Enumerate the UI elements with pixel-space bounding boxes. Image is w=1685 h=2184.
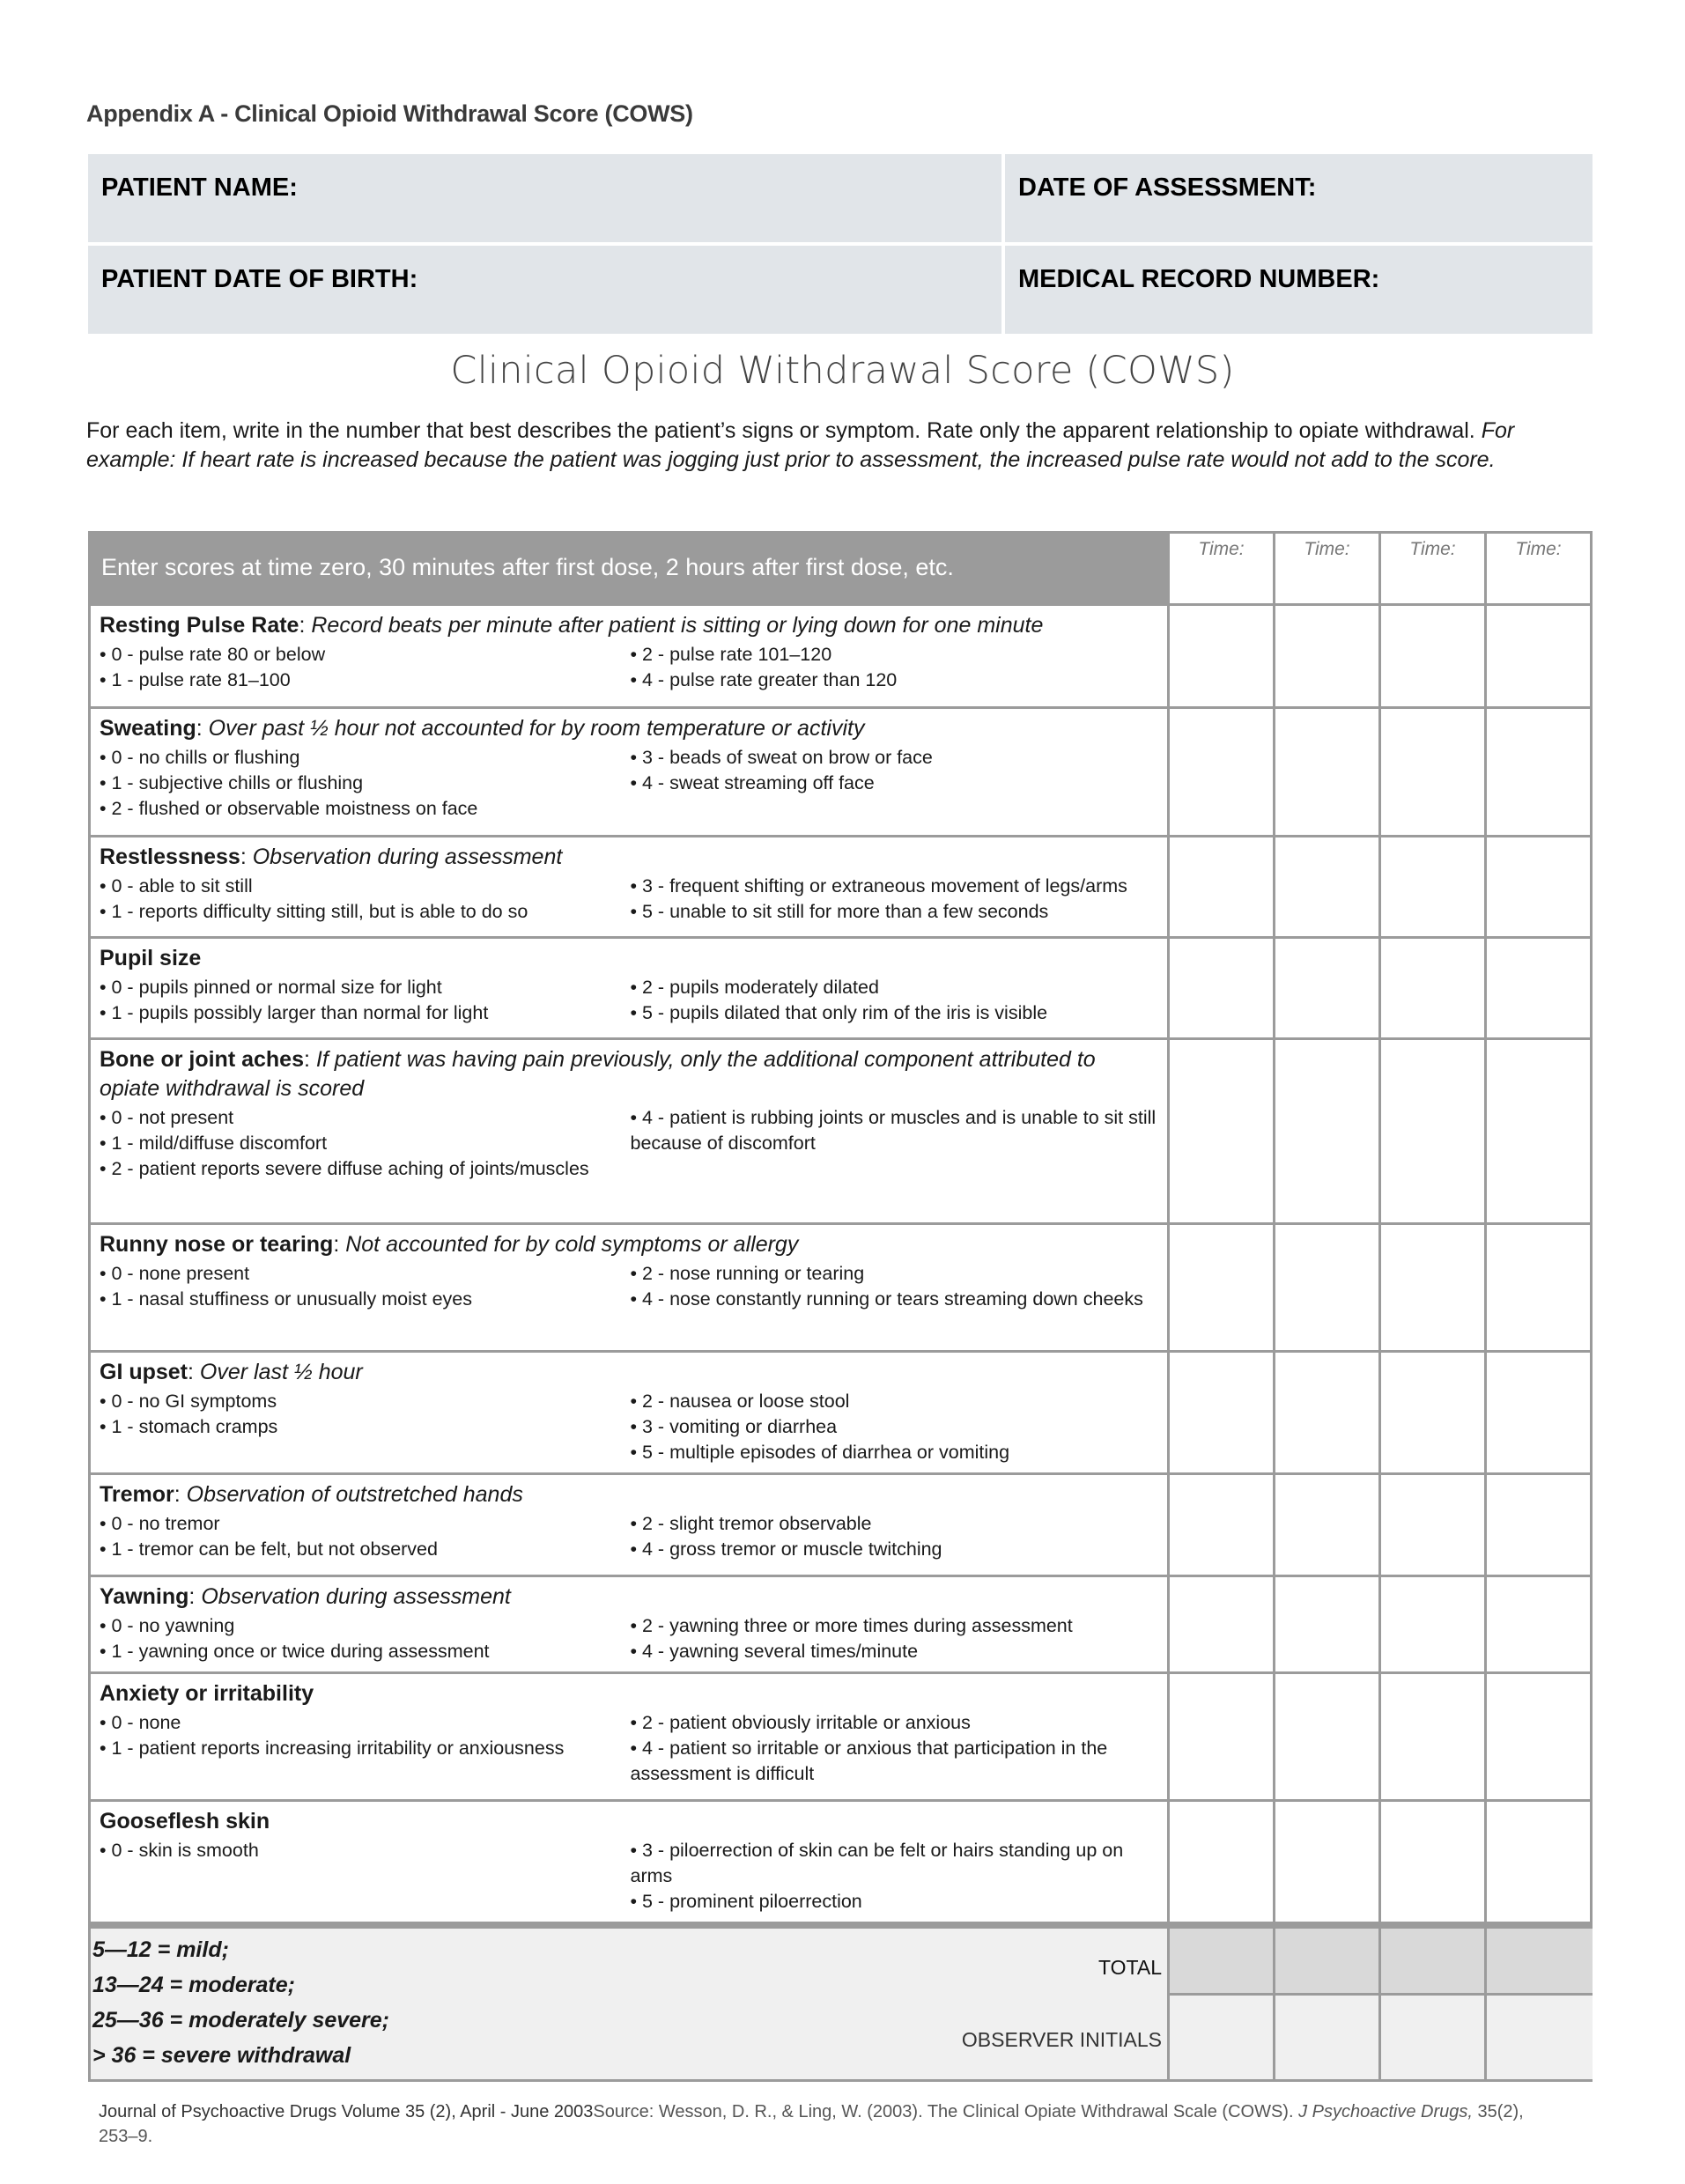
total-cell[interactable]	[1381, 1929, 1487, 1993]
item-heading	[100, 1230, 1158, 1259]
item-note: Over past ½ hour not accounted for by room temperature or activity	[208, 716, 865, 741]
item-heading	[100, 1679, 1158, 1708]
options-right	[628, 975, 1159, 1026]
item-row	[91, 936, 1590, 1037]
score-option: • 0 - able to sit still	[100, 875, 253, 896]
item-description	[91, 1040, 1170, 1222]
score-cell[interactable]	[1487, 837, 1590, 936]
date-of-assessment-field[interactable]	[1005, 154, 1593, 242]
score-option: • 1 - mild/diffuse discomfort	[100, 1133, 328, 1154]
item-options	[100, 1838, 1158, 1915]
score-cell[interactable]	[1487, 1225, 1590, 1350]
item-row	[91, 835, 1590, 936]
score-cell[interactable]	[1275, 1475, 1381, 1575]
item-row	[91, 1350, 1590, 1472]
item-name: Bone or joint aches	[100, 1047, 304, 1072]
options-left	[100, 975, 628, 1026]
item-name: Tremor	[100, 1482, 174, 1507]
score-cell[interactable]	[1381, 1225, 1487, 1350]
score-option: • 4 - patient is rubbing joints or muscles and is unable to sit still because of discomfort	[630, 1107, 1157, 1154]
severity-moderate: 13—24 = moderate;	[92, 1973, 295, 1997]
item-name: Runny nose or tearing	[100, 1232, 334, 1257]
item-note: Observation during assessment	[201, 1584, 511, 1609]
patient-info-row	[88, 154, 1593, 242]
intro-text: For each item, write in the number that best describes the patient’s signs or symptom. Rate only the apparent relationship to opiate withdrawal.	[86, 418, 1482, 443]
score-option: • 2 - yawning three or more times during assessment	[630, 1615, 1073, 1636]
score-option: • 2 - nausea or loose stool	[630, 1391, 850, 1412]
severity-moderately-severe: 25—36 = moderately severe;	[92, 2008, 390, 2033]
score-cell[interactable]	[1381, 1353, 1487, 1472]
score-option: • 3 - beads of sweat on brow or face	[630, 747, 933, 768]
score-cell[interactable]	[1381, 709, 1487, 835]
time-column-header[interactable]: Time:	[1170, 534, 1275, 603]
item-name: Gooseflesh skin	[100, 1809, 270, 1834]
score-option: • 2 - slight tremor observable	[630, 1513, 872, 1534]
score-cell[interactable]	[1170, 606, 1275, 706]
item-row	[91, 1799, 1590, 1922]
score-cell[interactable]	[1275, 606, 1381, 706]
options-left	[100, 1511, 628, 1562]
patient-dob-field[interactable]	[88, 246, 1001, 334]
score-cell[interactable]	[1381, 1674, 1487, 1799]
medical-record-number-field[interactable]	[1005, 246, 1593, 334]
item-colon: :	[333, 1232, 346, 1257]
score-cell[interactable]	[1487, 1577, 1590, 1671]
intro-example: For example: If heart rate is increased because the patient was jogging just prior to assessment, the increased pulse rate would not add to the score.	[86, 418, 1515, 472]
item-description	[91, 1475, 1170, 1575]
appendix-title: Appendix A - Clinical Opioid Withdrawal Score (COWS)	[86, 100, 693, 127]
score-option: • 0 - not present	[100, 1107, 234, 1128]
item-row	[91, 603, 1590, 706]
observer-initials-cell[interactable]	[1170, 1996, 1275, 2079]
score-cell[interactable]	[1170, 1674, 1275, 1799]
options-left	[100, 1838, 628, 1915]
options-right	[628, 1838, 1159, 1915]
options-left	[100, 642, 628, 693]
score-cell[interactable]	[1170, 1040, 1275, 1222]
footer-citation	[99, 2099, 1552, 2149]
observer-initials-cell[interactable]	[1381, 1996, 1487, 2079]
medical-record-number-label: MEDICAL RECORD NUMBER:	[1018, 265, 1380, 293]
score-option: • 5 - multiple episodes of diarrhea or vomiting	[630, 1442, 1010, 1463]
observer-initials-cell[interactable]	[1487, 1996, 1593, 2079]
score-option: • 1 - pupils possibly larger than normal for light	[100, 1002, 489, 1023]
date-of-assessment-label: DATE OF ASSESSMENT:	[1018, 173, 1317, 202]
score-option: • 3 - frequent shifting or extraneous movement of legs/arms	[630, 875, 1127, 896]
score-cell[interactable]	[1381, 1475, 1487, 1575]
severity-severe: > 36 = severe withdrawal	[92, 2043, 351, 2068]
item-options	[100, 745, 1158, 822]
score-cell[interactable]	[1381, 837, 1487, 936]
item-description	[91, 1225, 1170, 1350]
severity-list	[92, 1932, 389, 2076]
total-cell[interactable]	[1170, 1929, 1275, 1993]
score-option: • 4 - pulse rate greater than 120	[630, 669, 898, 690]
score-option: • 0 - no yawning	[100, 1615, 235, 1636]
citation-volume: 35(2), 253–9.	[99, 2102, 1524, 2146]
item-description	[91, 1674, 1170, 1799]
score-option: • 0 - no chills or flushing	[100, 747, 300, 768]
score-cell[interactable]	[1487, 709, 1590, 835]
total-label: TOTAL	[1098, 1956, 1162, 1980]
options-right	[628, 1389, 1159, 1465]
observer-initials-row	[1170, 1996, 1593, 2079]
options-right	[628, 1710, 1159, 1787]
score-cell[interactable]	[1275, 1225, 1381, 1350]
patient-info-row	[88, 246, 1593, 334]
summary-cells	[1170, 1929, 1593, 2079]
score-option: • 1 - nasal stuffiness or unusually moist eyes	[100, 1288, 472, 1310]
item-description	[91, 1577, 1170, 1671]
score-cell[interactable]	[1275, 709, 1381, 835]
table-header-instructions: Enter scores at time zero, 30 minutes after first dose, 2 hours after first dose, etc.	[91, 534, 1170, 603]
score-option: • 1 - tremor can be felt, but not observed	[100, 1538, 438, 1560]
item-note: Observation during assessment	[252, 845, 563, 869]
score-option: • 3 - piloerrection of skin can be felt or hairs standing up on arms	[630, 1840, 1124, 1886]
score-option: • 0 - pupils pinned or normal size for light	[100, 977, 442, 998]
score-cell[interactable]	[1275, 1040, 1381, 1222]
item-options	[100, 1511, 1158, 1562]
item-note: If patient was having pain previously, only the additional component attributed to opiate withdrawal is scored	[100, 1047, 1096, 1101]
score-cell[interactable]	[1487, 1475, 1590, 1575]
score-option: • 1 - yawning once or twice during assessment	[100, 1641, 490, 1662]
score-cell[interactable]	[1170, 1475, 1275, 1575]
item-options	[100, 975, 1158, 1026]
score-cell[interactable]	[1381, 1802, 1487, 1922]
item-options	[100, 1105, 1158, 1182]
score-cell[interactable]	[1275, 1802, 1381, 1922]
item-description	[91, 939, 1170, 1037]
score-option: • 0 - none	[100, 1712, 181, 1733]
item-description	[91, 709, 1170, 835]
item-colon: :	[174, 1482, 187, 1507]
item-row	[91, 1222, 1590, 1350]
score-option: • 2 - patient obviously irritable or anxious	[630, 1712, 971, 1733]
item-description	[91, 606, 1170, 706]
table-header-row	[91, 534, 1590, 603]
score-cell[interactable]	[1170, 1577, 1275, 1671]
options-left	[100, 745, 628, 822]
time-column-header[interactable]: Time:	[1515, 539, 1562, 559]
score-cell[interactable]	[1487, 606, 1590, 706]
item-name: GI upset	[100, 1360, 188, 1384]
time-column-header[interactable]: Time:	[1381, 534, 1487, 603]
item-heading	[100, 1358, 1158, 1387]
score-option: • 0 - none present	[100, 1263, 250, 1284]
patient-name-field[interactable]	[88, 154, 1001, 242]
options-left	[100, 874, 628, 925]
score-option: • 5 - unable to sit still for more than a few seconds	[630, 901, 1049, 922]
item-options	[100, 874, 1158, 925]
summary-section	[91, 1922, 1590, 2079]
item-colon: :	[188, 1360, 200, 1384]
item-name: Anxiety or irritability	[100, 1681, 314, 1706]
source-reference: Source: Wesson, D. R., & Ling, W. (2003). The Clinical Opiate Withdrawal Scale (COWS).	[593, 2102, 1299, 2121]
total-cell[interactable]	[1275, 1929, 1381, 1993]
item-note: Not accounted for by cold symptoms or allergy	[345, 1232, 799, 1257]
score-option: • 1 - subjective chills or flushing	[100, 772, 364, 793]
score-option: • 4 - gross tremor or muscle twitching	[630, 1538, 942, 1560]
score-option: • 3 - vomiting or diarrhea	[630, 1416, 838, 1437]
options-left	[100, 1105, 628, 1182]
item-colon: :	[188, 1584, 202, 1609]
score-option: • 2 - pulse rate 101–120	[630, 644, 832, 665]
score-cell[interactable]	[1275, 837, 1381, 936]
item-colon: :	[303, 1047, 316, 1072]
item-name: Sweating	[100, 716, 196, 741]
item-row	[91, 1671, 1590, 1799]
score-option: • 5 - prominent piloerrection	[630, 1891, 862, 1912]
item-note: Observation of outstretched hands	[186, 1482, 523, 1507]
score-cell[interactable]	[1275, 1577, 1381, 1671]
page-title: Clinical Opioid Withdrawal Score (COWS)	[450, 349, 1235, 393]
item-options	[100, 1613, 1158, 1664]
options-left	[100, 1613, 628, 1664]
observer-initials-label: OBSERVER INITIALS	[961, 2027, 1162, 2051]
score-option: • 4 - yawning several times/minute	[630, 1641, 919, 1662]
item-row	[91, 1037, 1590, 1222]
item-row	[91, 706, 1590, 835]
score-cell[interactable]	[1381, 939, 1487, 1037]
score-cell[interactable]	[1275, 939, 1381, 1037]
item-heading	[100, 843, 1158, 872]
total-cell[interactable]	[1487, 1929, 1593, 1993]
item-colon: :	[196, 716, 209, 741]
score-option: • 0 - no GI symptoms	[100, 1391, 277, 1412]
options-right	[628, 1613, 1159, 1664]
item-heading	[100, 1480, 1158, 1509]
score-cell[interactable]	[1170, 837, 1275, 936]
score-cell[interactable]	[1381, 1040, 1487, 1222]
item-description	[91, 1802, 1170, 1922]
item-name: Pupil size	[100, 946, 202, 970]
cows-score-table	[88, 531, 1593, 2082]
item-heading	[100, 1807, 1158, 1836]
time-column-header[interactable]: Time:	[1275, 534, 1381, 603]
score-cell[interactable]	[1170, 939, 1275, 1037]
item-name: Yawning	[100, 1584, 189, 1609]
item-colon: :	[240, 845, 253, 869]
score-option: • 4 - nose constantly running or tears streaming down cheeks	[630, 1288, 1143, 1310]
journal-reference: Journal of Psychoactive Drugs Volume 35 (2), April - June 2003	[99, 2102, 594, 2121]
options-right	[628, 1261, 1159, 1312]
score-cell[interactable]	[1275, 1353, 1381, 1472]
score-cell[interactable]	[1170, 709, 1275, 835]
item-heading	[100, 1583, 1158, 1612]
score-cell[interactable]	[1170, 1225, 1275, 1350]
score-option: • 4 - sweat streaming off face	[630, 772, 875, 793]
score-cell[interactable]	[1170, 1353, 1275, 1472]
patient-name-label: PATIENT NAME:	[101, 173, 298, 202]
item-options	[100, 1710, 1158, 1787]
score-option: • 0 - no tremor	[100, 1513, 220, 1534]
summary-labels	[962, 1932, 1162, 2076]
citation-journal: J Psychoactive Drugs,	[1298, 2102, 1473, 2121]
score-cell[interactable]	[1487, 1040, 1590, 1222]
item-description	[91, 837, 1170, 936]
item-heading	[100, 944, 1158, 973]
patient-dob-label: PATIENT DATE OF BIRTH:	[101, 265, 418, 293]
score-cell[interactable]	[1170, 1802, 1275, 1922]
options-right	[628, 874, 1159, 925]
intro-paragraph	[86, 417, 1601, 475]
options-left	[100, 1389, 628, 1465]
score-option: • 2 - nose running or tearing	[630, 1263, 865, 1284]
options-right	[628, 1511, 1159, 1562]
score-option: • 0 - skin is smooth	[100, 1840, 259, 1861]
item-note: Over last ½ hour	[199, 1360, 363, 1384]
score-option: • 1 - reports difficulty sitting still, but is able to do so	[100, 901, 528, 922]
score-option: • 2 - patient reports severe diffuse aching of joints/muscles	[100, 1158, 589, 1179]
severity-mild: 5—12 = mild;	[92, 1937, 229, 1962]
item-rows	[91, 603, 1590, 1922]
options-left	[100, 1261, 628, 1312]
item-note: Record beats per minute after patient is sitting or lying down for one minute	[311, 613, 1044, 638]
score-option: • 1 - pulse rate 81–100	[100, 669, 291, 690]
item-name: Resting Pulse Rate	[100, 613, 299, 638]
score-option: • 2 - flushed or observable moistness on face	[100, 798, 478, 819]
item-heading	[100, 611, 1158, 640]
item-options	[100, 1261, 1158, 1312]
score-cell[interactable]	[1381, 1577, 1487, 1671]
item-colon: :	[299, 613, 312, 638]
observer-initials-cell[interactable]	[1275, 1996, 1381, 2079]
item-options	[100, 1389, 1158, 1465]
item-name: Restlessness	[100, 845, 240, 869]
score-cell[interactable]	[1487, 1353, 1590, 1472]
options-right	[628, 642, 1159, 693]
score-option: • 0 - pulse rate 80 or below	[100, 644, 326, 665]
score-cell[interactable]	[1381, 606, 1487, 706]
item-description	[91, 1353, 1170, 1472]
item-row	[91, 1472, 1590, 1575]
item-options	[100, 642, 1158, 693]
item-row	[91, 1575, 1590, 1671]
patient-info-table	[88, 154, 1593, 337]
options-left	[100, 1710, 628, 1787]
score-cell[interactable]	[1275, 1674, 1381, 1799]
score-option: • 5 - pupils dilated that only rim of the iris is visible	[630, 1002, 1048, 1023]
item-heading	[100, 714, 1158, 743]
item-heading	[100, 1045, 1158, 1103]
total-row	[1170, 1929, 1593, 1996]
score-option: • 1 - patient reports increasing irritability or anxiousness	[100, 1738, 565, 1759]
score-option: • 2 - pupils moderately dilated	[630, 977, 879, 998]
score-cell[interactable]	[1487, 939, 1590, 1037]
score-cell[interactable]	[1487, 1802, 1590, 1922]
score-option: • 1 - stomach cramps	[100, 1416, 278, 1437]
severity-legend	[91, 1929, 1170, 2079]
options-right	[628, 1105, 1159, 1182]
score-option: • 4 - patient so irritable or anxious that participation in the assessment is difficult	[630, 1738, 1108, 1784]
options-right	[628, 745, 1159, 822]
score-cell[interactable]	[1487, 1674, 1590, 1799]
